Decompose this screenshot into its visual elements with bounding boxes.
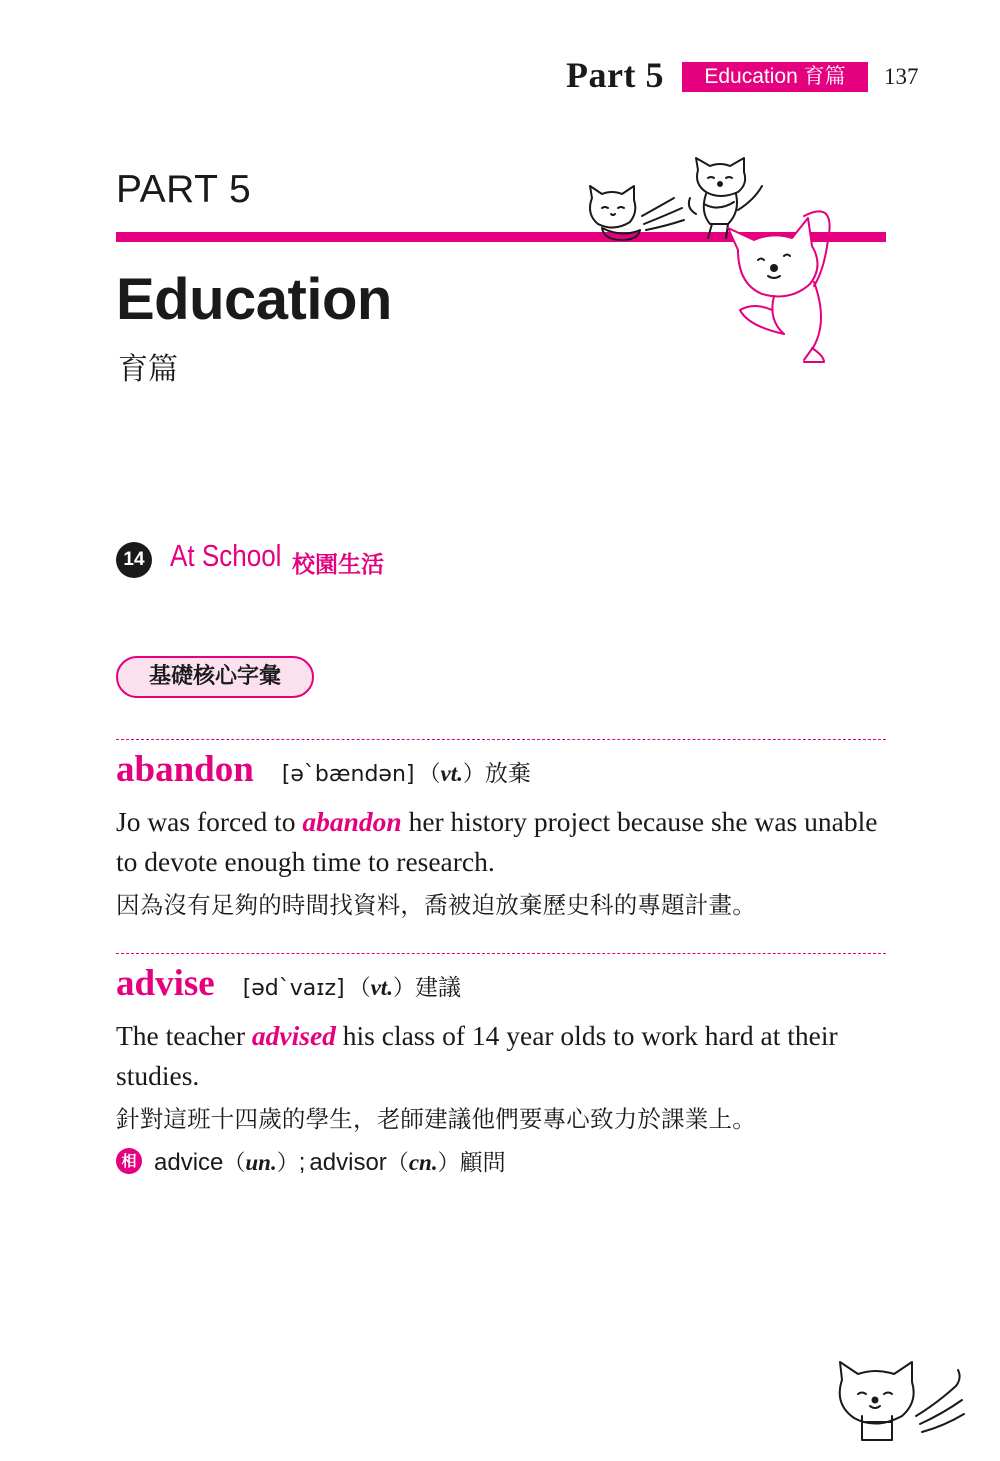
related-word: advisor bbox=[309, 1149, 387, 1176]
lying-cat-icon bbox=[590, 186, 684, 240]
related-words: advice（un.）; advisor（cn.）顧問 bbox=[154, 1149, 506, 1176]
headword: advise bbox=[116, 963, 215, 1004]
related-word: advice bbox=[154, 1149, 224, 1176]
part-label: PART 5 bbox=[116, 168, 252, 211]
related-pos: un. bbox=[245, 1150, 277, 1175]
entry-headline: abandon [ə`bændən] （vt.）放棄 bbox=[116, 749, 531, 790]
example-sentence: Jo was forced to abandon her history project because she was unable to devote enough time to research. bbox=[116, 806, 878, 877]
meaning: 放棄 bbox=[484, 761, 531, 787]
pronunciation: [əd`vaɪz] bbox=[242, 976, 345, 1001]
related-words-icon: 相 bbox=[116, 1148, 142, 1174]
example-sentence: The teacher advised his class of 14 year olds to work hard at their studies. bbox=[116, 1020, 838, 1091]
running-header-badge: Education 育篇 bbox=[682, 62, 868, 92]
pronunciation: [ə`bændən] bbox=[281, 762, 415, 787]
hanging-cat-icon bbox=[728, 211, 830, 362]
unit-title-zh: 校園生活 bbox=[292, 552, 384, 578]
part-title: Education bbox=[116, 267, 392, 332]
unit-title: At School bbox=[170, 538, 282, 573]
entry-divider bbox=[116, 953, 886, 954]
part-of-speech: vt. bbox=[370, 975, 393, 1000]
entry-divider bbox=[116, 739, 886, 740]
example-highlight: advised bbox=[251, 1020, 336, 1051]
meaning: 建議 bbox=[414, 975, 461, 1001]
headword: abandon bbox=[116, 749, 254, 790]
part-subtitle: 育篇 bbox=[118, 352, 178, 387]
sitting-cat-icon bbox=[689, 158, 762, 238]
example-translation: 因為沒有足夠的時間找資料，喬被迫放棄歷史科的專題計畫。 bbox=[116, 891, 756, 919]
running-header-part: Part 5 bbox=[566, 55, 664, 95]
entry-headline: advise [əd`vaɪz] （vt.）建議 bbox=[116, 963, 461, 1004]
unit-number-badge: 14 bbox=[116, 542, 152, 578]
part-of-speech: vt. bbox=[440, 761, 463, 786]
related-meaning: 顧問 bbox=[459, 1150, 506, 1176]
section-label-pill: 基礎核心字彙 bbox=[116, 656, 314, 698]
example-highlight: abandon bbox=[302, 806, 402, 837]
cats-on-bar-illustration bbox=[578, 150, 858, 375]
example-translation: 針對這班十四歲的學生，老師建議他們要專心致力於課業上。 bbox=[116, 1105, 756, 1133]
related-pos: cn. bbox=[408, 1150, 438, 1175]
cat-reading-illustration bbox=[832, 1356, 972, 1446]
page-number: 137 bbox=[884, 64, 919, 89]
